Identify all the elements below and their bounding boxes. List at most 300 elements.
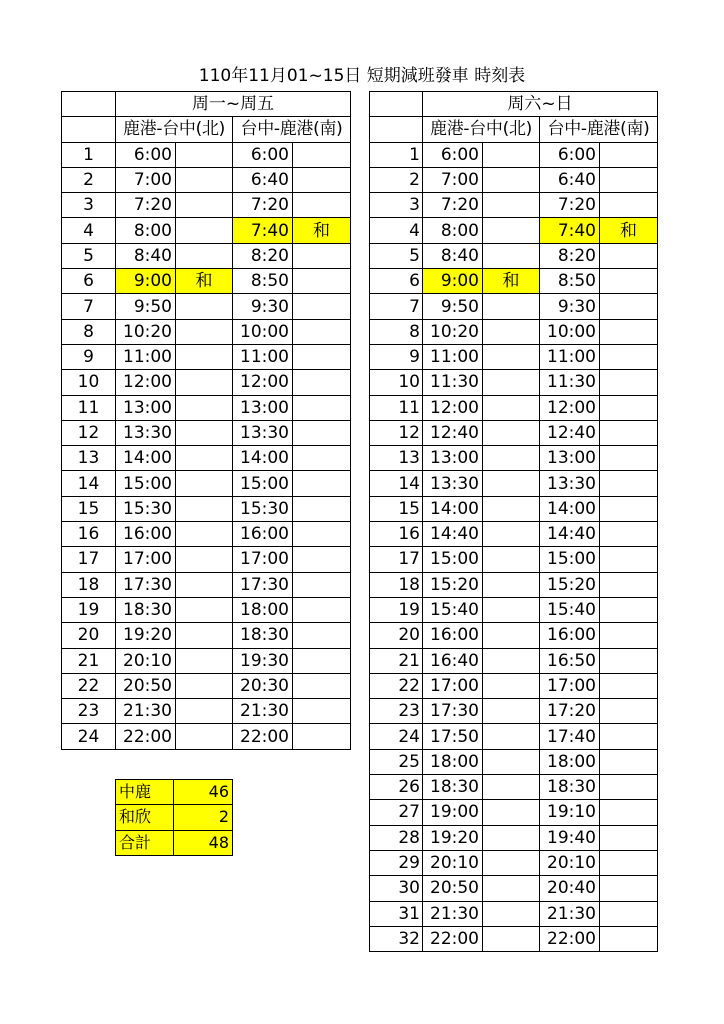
trip-number: 5 bbox=[370, 243, 423, 268]
table-row bbox=[370, 243, 658, 268]
south-departure-time: 6:40 bbox=[540, 167, 600, 192]
blank-cell bbox=[370, 92, 423, 117]
south-operator-note bbox=[600, 420, 658, 445]
table-row bbox=[62, 522, 351, 547]
south-departure-time: 12:40 bbox=[540, 420, 600, 445]
table-row bbox=[370, 193, 658, 218]
trip-number: 18 bbox=[370, 572, 423, 597]
trip-number: 20 bbox=[62, 623, 116, 648]
trip-number: 16 bbox=[370, 522, 423, 547]
north-departure-time: 14:40 bbox=[423, 522, 483, 547]
south-departure-time: 12:00 bbox=[233, 370, 293, 395]
blank-cell bbox=[62, 92, 116, 117]
trip-number: 13 bbox=[62, 446, 116, 471]
table-row bbox=[370, 901, 658, 926]
north-departure-time: 7:00 bbox=[423, 167, 483, 192]
north-departure-time: 10:20 bbox=[116, 319, 176, 344]
trip-number: 32 bbox=[370, 926, 423, 951]
south-departure-time: 17:20 bbox=[540, 699, 600, 724]
table-row bbox=[370, 218, 658, 243]
south-operator-note: 和 bbox=[600, 218, 658, 243]
trip-number: 12 bbox=[370, 420, 423, 445]
trip-number: 9 bbox=[370, 344, 423, 369]
south-operator-note bbox=[600, 901, 658, 926]
north-departure-time: 18:30 bbox=[116, 597, 176, 622]
south-operator-note bbox=[600, 623, 658, 648]
table-row bbox=[62, 572, 351, 597]
trip-number: 19 bbox=[62, 597, 116, 622]
south-departure-time: 13:00 bbox=[540, 446, 600, 471]
trip-number: 6 bbox=[370, 269, 423, 294]
trip-number: 1 bbox=[370, 142, 423, 167]
north-departure-time: 7:00 bbox=[116, 167, 176, 192]
south-operator-note bbox=[600, 673, 658, 698]
south-operator-note bbox=[293, 319, 351, 344]
south-departure-time: 11:00 bbox=[540, 344, 600, 369]
south-departure-time: 14:00 bbox=[233, 446, 293, 471]
north-departure-time: 13:00 bbox=[423, 446, 483, 471]
south-departure-time: 9:30 bbox=[540, 294, 600, 319]
north-departure-time: 22:00 bbox=[423, 926, 483, 951]
south-operator-note bbox=[600, 547, 658, 572]
table-row bbox=[62, 142, 351, 167]
south-departure-time: 10:00 bbox=[540, 319, 600, 344]
south-departure-time: 21:30 bbox=[540, 901, 600, 926]
south-operator-note bbox=[293, 597, 351, 622]
south-departure-time: 20:30 bbox=[233, 673, 293, 698]
north-operator-note bbox=[483, 471, 540, 496]
trip-number: 19 bbox=[370, 597, 423, 622]
trip-number: 11 bbox=[370, 395, 423, 420]
north-operator-note bbox=[483, 167, 540, 192]
south-operator-note bbox=[293, 269, 351, 294]
table-row bbox=[62, 648, 351, 673]
table-row bbox=[370, 597, 658, 622]
trip-number: 7 bbox=[370, 294, 423, 319]
north-departure-time: 12:00 bbox=[116, 370, 176, 395]
table-row bbox=[370, 673, 658, 698]
south-operator-note bbox=[600, 825, 658, 850]
north-operator-note bbox=[483, 825, 540, 850]
north-operator-note bbox=[176, 370, 233, 395]
south-operator-note bbox=[600, 800, 658, 825]
table-row bbox=[62, 193, 351, 218]
north-operator-note bbox=[483, 344, 540, 369]
north-departure-time: 15:20 bbox=[423, 572, 483, 597]
trip-number: 7 bbox=[62, 294, 116, 319]
trip-number: 15 bbox=[370, 496, 423, 521]
south-operator-note bbox=[600, 319, 658, 344]
trip-number: 12 bbox=[62, 420, 116, 445]
south-operator-note bbox=[600, 395, 658, 420]
summary-label: 合計 bbox=[116, 830, 174, 855]
north-departure-time: 9:50 bbox=[116, 294, 176, 319]
table-row bbox=[62, 243, 351, 268]
north-operator-note bbox=[176, 471, 233, 496]
south-departure-time: 6:40 bbox=[233, 167, 293, 192]
trip-number: 10 bbox=[62, 370, 116, 395]
table-row bbox=[370, 420, 658, 445]
south-operator-note bbox=[600, 471, 658, 496]
north-operator-note bbox=[176, 623, 233, 648]
north-operator-note bbox=[176, 319, 233, 344]
south-operator-note bbox=[600, 269, 658, 294]
table-row bbox=[62, 699, 351, 724]
south-operator-note bbox=[600, 142, 658, 167]
trip-number: 2 bbox=[62, 167, 116, 192]
summary-value: 46 bbox=[174, 780, 233, 805]
south-operator-note bbox=[293, 673, 351, 698]
north-departure-time: 16:40 bbox=[423, 648, 483, 673]
north-departure-time: 15:00 bbox=[116, 471, 176, 496]
north-operator-note bbox=[483, 749, 540, 774]
north-departure-time: 9:00 bbox=[116, 269, 176, 294]
weekday-timetable bbox=[61, 91, 351, 750]
south-operator-note bbox=[600, 294, 658, 319]
table-row bbox=[62, 167, 351, 192]
south-operator-note bbox=[293, 243, 351, 268]
table-row bbox=[62, 446, 351, 471]
north-departure-time: 15:30 bbox=[116, 496, 176, 521]
north-operator-note bbox=[176, 699, 233, 724]
south-departure-time: 6:00 bbox=[540, 142, 600, 167]
south-departure-time: 16:00 bbox=[540, 623, 600, 648]
south-departure-time: 17:40 bbox=[540, 724, 600, 749]
table-row bbox=[62, 547, 351, 572]
north-operator-note bbox=[483, 724, 540, 749]
north-departure-time: 21:30 bbox=[116, 699, 176, 724]
north-operator-note: 和 bbox=[483, 269, 540, 294]
trip-number: 22 bbox=[62, 673, 116, 698]
north-operator-note bbox=[483, 218, 540, 243]
table-row bbox=[370, 142, 658, 167]
north-operator-note bbox=[176, 218, 233, 243]
south-operator-note bbox=[293, 547, 351, 572]
south-departure-time: 6:00 bbox=[233, 142, 293, 167]
south-operator-note bbox=[600, 370, 658, 395]
north-departure-time: 15:00 bbox=[423, 547, 483, 572]
south-departure-time: 15:40 bbox=[540, 597, 600, 622]
south-operator-note bbox=[600, 850, 658, 875]
north-operator-note bbox=[483, 673, 540, 698]
south-departure-time: 19:10 bbox=[540, 800, 600, 825]
trip-number: 27 bbox=[370, 800, 423, 825]
table-row bbox=[370, 876, 658, 901]
south-operator-note bbox=[600, 496, 658, 521]
north-departure-time: 17:50 bbox=[423, 724, 483, 749]
table-row bbox=[370, 800, 658, 825]
trip-number: 11 bbox=[62, 395, 116, 420]
table-row bbox=[370, 395, 658, 420]
trip-number: 22 bbox=[370, 673, 423, 698]
trip-number: 25 bbox=[370, 749, 423, 774]
weekend-header: 周六~日 bbox=[423, 92, 658, 117]
north-operator-note bbox=[483, 572, 540, 597]
trip-number: 3 bbox=[62, 193, 116, 218]
north-departure-time: 19:20 bbox=[423, 825, 483, 850]
north-operator-note bbox=[176, 597, 233, 622]
south-departure-time: 18:30 bbox=[233, 623, 293, 648]
table-row bbox=[370, 648, 658, 673]
north-operator-note: 和 bbox=[176, 269, 233, 294]
weekend-col-south: 台中-鹿港(南) bbox=[540, 117, 658, 142]
south-departure-time: 9:30 bbox=[233, 294, 293, 319]
trip-number: 21 bbox=[62, 648, 116, 673]
north-departure-time: 22:00 bbox=[116, 724, 176, 749]
south-departure-time: 20:40 bbox=[540, 876, 600, 901]
north-departure-time: 20:50 bbox=[423, 876, 483, 901]
south-departure-time: 8:50 bbox=[540, 269, 600, 294]
north-departure-time: 12:00 bbox=[423, 395, 483, 420]
south-operator-note bbox=[293, 623, 351, 648]
north-departure-time: 20:10 bbox=[116, 648, 176, 673]
north-operator-note bbox=[483, 370, 540, 395]
south-operator-note bbox=[600, 167, 658, 192]
north-operator-note bbox=[176, 496, 233, 521]
trip-number: 8 bbox=[370, 319, 423, 344]
south-departure-time: 7:40 bbox=[540, 218, 600, 243]
south-operator-note bbox=[293, 142, 351, 167]
trip-number: 4 bbox=[370, 218, 423, 243]
summary-value: 48 bbox=[174, 830, 233, 855]
north-departure-time: 8:00 bbox=[116, 218, 176, 243]
south-departure-time: 12:00 bbox=[540, 395, 600, 420]
north-departure-time: 14:00 bbox=[423, 496, 483, 521]
table-row bbox=[62, 395, 351, 420]
south-operator-note bbox=[293, 395, 351, 420]
north-operator-note bbox=[176, 193, 233, 218]
south-departure-time: 7:20 bbox=[540, 193, 600, 218]
trip-number: 16 bbox=[62, 522, 116, 547]
weekend-timetable bbox=[369, 91, 658, 952]
table-row bbox=[62, 269, 351, 294]
trip-number: 26 bbox=[370, 775, 423, 800]
south-operator-note bbox=[600, 243, 658, 268]
table-row bbox=[370, 775, 658, 800]
table-row bbox=[62, 344, 351, 369]
south-operator-note bbox=[600, 926, 658, 951]
south-departure-time: 13:30 bbox=[233, 420, 293, 445]
south-departure-time: 15:00 bbox=[233, 471, 293, 496]
south-operator-note bbox=[293, 446, 351, 471]
summary-row bbox=[116, 830, 233, 855]
south-departure-time: 8:20 bbox=[233, 243, 293, 268]
north-departure-time: 9:50 bbox=[423, 294, 483, 319]
south-departure-time: 13:00 bbox=[233, 395, 293, 420]
north-departure-time: 8:00 bbox=[423, 218, 483, 243]
weekend-header-row bbox=[370, 92, 658, 117]
trip-number: 14 bbox=[370, 471, 423, 496]
south-departure-time: 15:20 bbox=[540, 572, 600, 597]
weekday-col-south: 台中-鹿港(南) bbox=[233, 117, 351, 142]
north-operator-note bbox=[483, 547, 540, 572]
summary-row bbox=[116, 805, 233, 830]
south-departure-time: 22:00 bbox=[233, 724, 293, 749]
north-operator-note bbox=[483, 876, 540, 901]
weekday-col-north: 鹿港-台中(北) bbox=[116, 117, 233, 142]
table-row bbox=[370, 471, 658, 496]
south-departure-time: 18:30 bbox=[540, 775, 600, 800]
summary-label: 和欣 bbox=[116, 805, 174, 830]
south-departure-time: 8:20 bbox=[540, 243, 600, 268]
south-departure-time: 13:30 bbox=[540, 471, 600, 496]
table-row bbox=[62, 724, 351, 749]
north-departure-time: 11:00 bbox=[423, 344, 483, 369]
north-departure-time: 18:00 bbox=[423, 749, 483, 774]
table-row bbox=[370, 572, 658, 597]
south-departure-time: 17:30 bbox=[233, 572, 293, 597]
trip-number: 29 bbox=[370, 850, 423, 875]
north-departure-time: 19:20 bbox=[116, 623, 176, 648]
south-departure-time: 11:30 bbox=[540, 370, 600, 395]
north-operator-note bbox=[483, 420, 540, 445]
south-operator-note bbox=[600, 446, 658, 471]
north-departure-time: 15:40 bbox=[423, 597, 483, 622]
trip-number: 1 bbox=[62, 142, 116, 167]
north-operator-note bbox=[176, 142, 233, 167]
north-departure-time: 13:00 bbox=[116, 395, 176, 420]
table-row bbox=[370, 446, 658, 471]
trip-number: 4 bbox=[62, 218, 116, 243]
south-departure-time: 17:00 bbox=[540, 673, 600, 698]
table-row bbox=[370, 850, 658, 875]
table-row bbox=[370, 269, 658, 294]
south-operator-note bbox=[600, 193, 658, 218]
north-operator-note bbox=[483, 496, 540, 521]
north-operator-note bbox=[176, 648, 233, 673]
north-operator-note bbox=[483, 800, 540, 825]
north-departure-time: 10:20 bbox=[423, 319, 483, 344]
north-departure-time: 6:00 bbox=[423, 142, 483, 167]
table-row bbox=[62, 496, 351, 521]
south-departure-time: 16:00 bbox=[233, 522, 293, 547]
south-operator-note bbox=[600, 749, 658, 774]
south-operator-note bbox=[293, 471, 351, 496]
north-departure-time: 17:00 bbox=[116, 547, 176, 572]
table-row bbox=[370, 522, 658, 547]
table-row bbox=[370, 724, 658, 749]
south-departure-time: 8:50 bbox=[233, 269, 293, 294]
table-row bbox=[370, 370, 658, 395]
weekend-col-north: 鹿港-台中(北) bbox=[423, 117, 540, 142]
weekday-direction-row bbox=[62, 117, 351, 142]
north-operator-note bbox=[176, 572, 233, 597]
table-row bbox=[370, 547, 658, 572]
table-row bbox=[62, 673, 351, 698]
south-departure-time: 20:10 bbox=[540, 850, 600, 875]
trip-number: 17 bbox=[62, 547, 116, 572]
north-departure-time: 13:30 bbox=[423, 471, 483, 496]
south-departure-time: 14:40 bbox=[540, 522, 600, 547]
north-departure-time: 6:00 bbox=[116, 142, 176, 167]
south-operator-note bbox=[600, 572, 658, 597]
south-operator-note bbox=[600, 648, 658, 673]
weekend-direction-row bbox=[370, 117, 658, 142]
south-operator-note bbox=[293, 167, 351, 192]
trip-number: 20 bbox=[370, 623, 423, 648]
north-departure-time: 17:30 bbox=[116, 572, 176, 597]
north-departure-time: 19:00 bbox=[423, 800, 483, 825]
south-operator-note bbox=[600, 876, 658, 901]
north-operator-note bbox=[176, 724, 233, 749]
south-operator-note bbox=[600, 522, 658, 547]
south-operator-note bbox=[293, 699, 351, 724]
south-departure-time: 17:00 bbox=[233, 547, 293, 572]
table-row bbox=[370, 825, 658, 850]
south-departure-time: 18:00 bbox=[233, 597, 293, 622]
north-departure-time: 7:20 bbox=[116, 193, 176, 218]
south-departure-time: 15:00 bbox=[540, 547, 600, 572]
trip-number: 10 bbox=[370, 370, 423, 395]
table-row bbox=[370, 294, 658, 319]
south-departure-time: 7:20 bbox=[233, 193, 293, 218]
summary-table bbox=[115, 779, 233, 856]
north-departure-time: 14:00 bbox=[116, 446, 176, 471]
north-departure-time: 16:00 bbox=[423, 623, 483, 648]
south-departure-time: 7:40 bbox=[233, 218, 293, 243]
north-departure-time: 11:00 bbox=[116, 344, 176, 369]
north-operator-note bbox=[176, 446, 233, 471]
north-departure-time: 20:50 bbox=[116, 673, 176, 698]
south-departure-time: 10:00 bbox=[233, 319, 293, 344]
north-departure-time: 12:40 bbox=[423, 420, 483, 445]
north-operator-note bbox=[483, 294, 540, 319]
weekday-header: 周一~周五 bbox=[116, 92, 351, 117]
trip-number: 6 bbox=[62, 269, 116, 294]
north-operator-note bbox=[176, 167, 233, 192]
south-departure-time: 14:00 bbox=[540, 496, 600, 521]
north-operator-note bbox=[483, 926, 540, 951]
trip-number: 28 bbox=[370, 825, 423, 850]
table-row bbox=[62, 218, 351, 243]
south-operator-note bbox=[293, 496, 351, 521]
page-title: 110年11月01~15日 短期減班發車 時刻表 bbox=[198, 66, 526, 86]
table-row bbox=[370, 167, 658, 192]
south-operator-note bbox=[293, 522, 351, 547]
south-operator-note bbox=[293, 370, 351, 395]
north-operator-note bbox=[483, 446, 540, 471]
north-departure-time: 13:30 bbox=[116, 420, 176, 445]
south-operator-note bbox=[600, 344, 658, 369]
trip-number: 9 bbox=[62, 344, 116, 369]
north-operator-note bbox=[176, 294, 233, 319]
north-operator-note bbox=[483, 699, 540, 724]
south-operator-note bbox=[293, 420, 351, 445]
trip-number: 5 bbox=[62, 243, 116, 268]
south-departure-time: 11:00 bbox=[233, 344, 293, 369]
north-operator-note bbox=[176, 243, 233, 268]
south-departure-time: 19:30 bbox=[233, 648, 293, 673]
table-row bbox=[62, 420, 351, 445]
north-operator-note bbox=[483, 193, 540, 218]
north-departure-time: 17:30 bbox=[423, 699, 483, 724]
north-operator-note bbox=[176, 395, 233, 420]
summary-label: 中鹿 bbox=[116, 780, 174, 805]
north-operator-note bbox=[483, 597, 540, 622]
trip-number: 14 bbox=[62, 471, 116, 496]
north-operator-note bbox=[483, 850, 540, 875]
north-departure-time: 9:00 bbox=[423, 269, 483, 294]
trip-number: 2 bbox=[370, 167, 423, 192]
trip-number: 24 bbox=[62, 724, 116, 749]
table-row bbox=[370, 496, 658, 521]
south-operator-note bbox=[600, 597, 658, 622]
trip-number: 13 bbox=[370, 446, 423, 471]
table-row bbox=[370, 749, 658, 774]
south-departure-time: 18:00 bbox=[540, 749, 600, 774]
north-operator-note bbox=[483, 648, 540, 673]
north-departure-time: 20:10 bbox=[423, 850, 483, 875]
